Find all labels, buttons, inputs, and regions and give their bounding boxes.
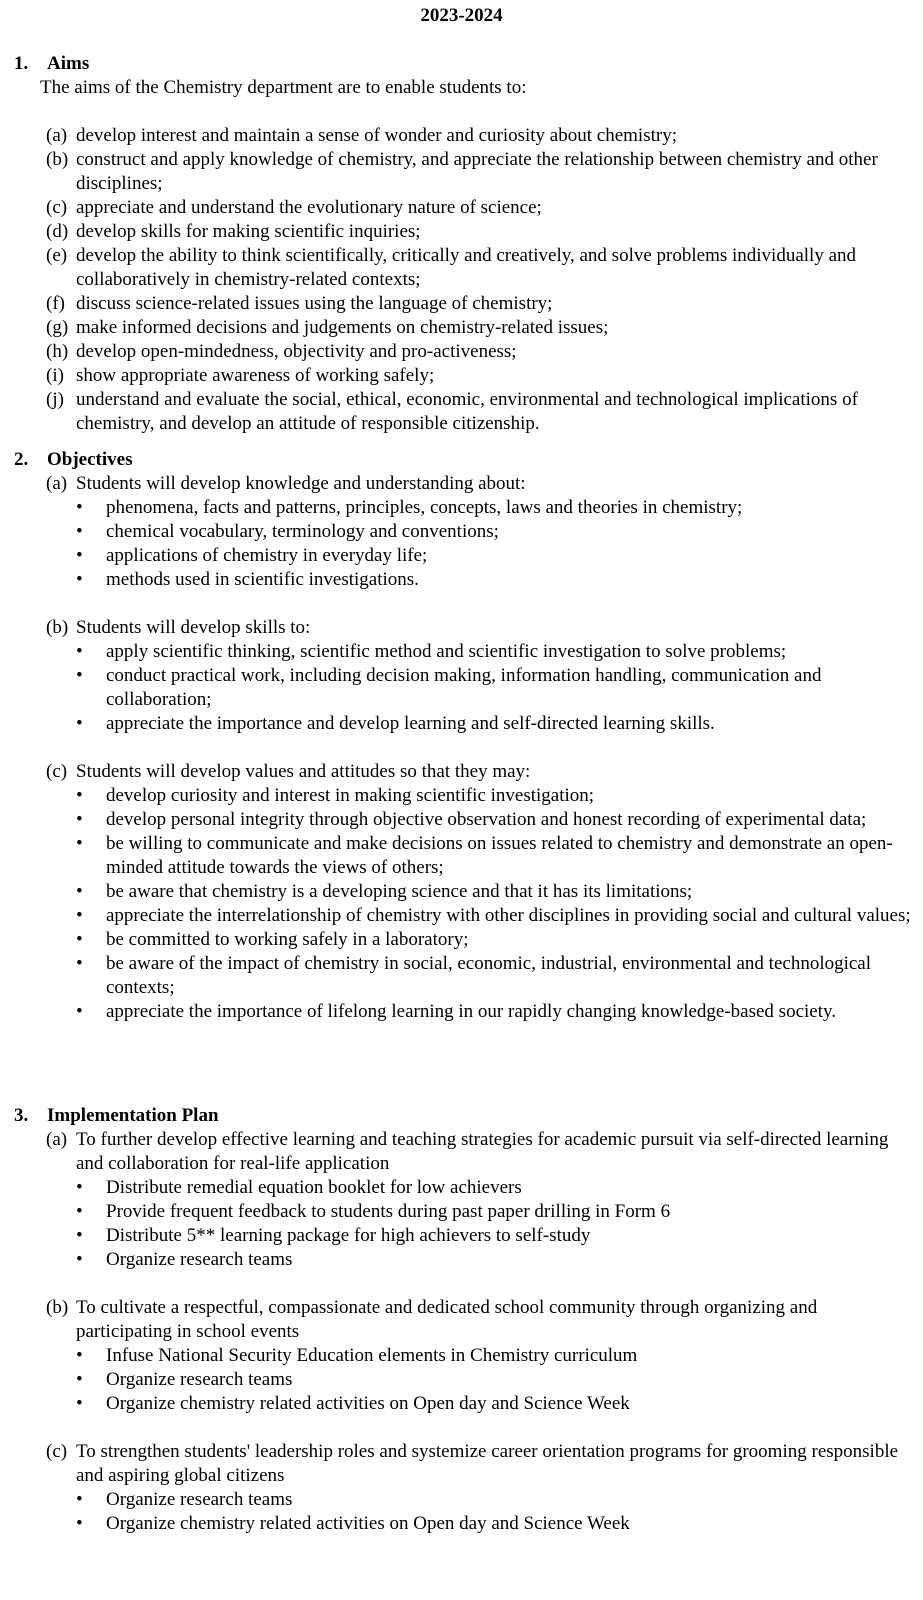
bullet-icon: • xyxy=(76,1393,83,1414)
implementation-bullet-text: Organize research teams xyxy=(106,1369,293,1390)
objective-bullet-text: apply scientific thinking, scientific method and scientific investigation to solve problems; xyxy=(106,641,787,662)
implementation-group-marker: (c) xyxy=(46,1441,68,1462)
objective-group-marker: (b) xyxy=(46,617,69,638)
bullet-icon: • xyxy=(76,809,83,830)
aim-marker: (c) xyxy=(46,197,68,218)
objective-bullet-text: methods used in scientific investigations. xyxy=(106,569,419,590)
objectives-groups xyxy=(14,472,914,1024)
aim-text: understand and evaluate the social, ethical, economic, environmental and technological implications of chemistry, and develop an attitude of responsible citizenship. xyxy=(76,389,858,434)
implementation-bullet-text: Organize chemistry related activities on Open day and Science Week xyxy=(106,1393,630,1414)
aim-marker: (i) xyxy=(46,365,64,386)
implementation-bullet-list xyxy=(14,1344,914,1416)
objective-group-lead xyxy=(14,472,914,496)
implementation-group-marker: (b) xyxy=(46,1297,69,1318)
implementation-bullet-text: Organize research teams xyxy=(106,1249,293,1270)
aim-marker: (e) xyxy=(46,245,68,266)
aims-number: 1. xyxy=(14,53,29,74)
implementation-bullet-item xyxy=(14,1200,914,1224)
aim-item xyxy=(14,316,914,340)
aim-text: make informed decisions and judgements on chemistry-related issues; xyxy=(76,317,609,338)
objective-bullet-text: develop personal integrity through objective observation and honest recording of experimental data; xyxy=(106,809,867,830)
implementation-group-lead xyxy=(14,1440,914,1488)
bullet-icon: • xyxy=(76,1489,83,1510)
objective-bullet-list xyxy=(14,784,914,1024)
aims-list xyxy=(14,124,914,436)
aims-intro: The aims of the Chemistry department are to enable students to: xyxy=(40,77,527,98)
objective-group xyxy=(14,472,914,616)
objective-bullet-text: be willing to communicate and make decisions on issues related to chemistry and demonstrate an open-minded attitude towards the views of others; xyxy=(106,833,893,878)
objective-bullet-item xyxy=(14,952,914,1000)
bullet-icon: • xyxy=(76,569,83,590)
objective-group-marker: (a) xyxy=(46,473,68,494)
aim-item xyxy=(14,196,914,220)
objective-bullet-item xyxy=(14,928,914,952)
bullet-icon: • xyxy=(76,929,83,950)
implementation-bullet-text: Distribute 5** learning package for high achievers to self-study xyxy=(106,1225,591,1246)
implementation-heading xyxy=(14,1104,914,1128)
implementation-bullet-item xyxy=(14,1488,914,1512)
implementation-bullet-list xyxy=(14,1488,914,1536)
implementation-group xyxy=(14,1296,914,1440)
aim-marker: (a) xyxy=(46,125,68,146)
objective-bullet-item xyxy=(14,568,914,592)
objective-bullet-item xyxy=(14,520,914,544)
bullet-icon: • xyxy=(76,1513,83,1534)
implementation-bullet-item xyxy=(14,1368,914,1392)
objectives-number: 2. xyxy=(14,449,29,470)
implementation-group-lead-text: To further develop effective learning and teaching strategies for academic pursuit via self-directed learning and collaboration for real-life application xyxy=(76,1129,889,1174)
bullet-icon: • xyxy=(76,1345,83,1366)
bullet-icon: • xyxy=(76,953,83,974)
objective-group-lead xyxy=(14,616,914,640)
aim-marker: (h) xyxy=(46,341,69,362)
objective-bullet-text: appreciate the interrelationship of chemistry with other disciplines in providing social and cultural values; xyxy=(106,905,911,926)
bullet-icon: • xyxy=(76,521,83,542)
implementation-group-lead-text: To cultivate a respectful, compassionate and dedicated school community through organizing and participating in school events xyxy=(76,1297,818,1342)
bullet-icon: • xyxy=(76,1177,83,1198)
aims-section xyxy=(14,52,914,436)
bullet-icon: • xyxy=(76,497,83,518)
implementation-group xyxy=(14,1128,914,1296)
aim-item xyxy=(14,292,914,316)
objective-bullet-item xyxy=(14,544,914,568)
aims-heading-text: Aims xyxy=(47,53,90,74)
bullet-icon: • xyxy=(76,665,83,686)
objective-bullet-item xyxy=(14,640,914,664)
implementation-group-marker: (a) xyxy=(46,1129,68,1150)
objective-bullet-item xyxy=(14,784,914,808)
aim-marker: (g) xyxy=(46,317,69,338)
aim-marker: (b) xyxy=(46,149,69,170)
implementation-group-lead xyxy=(14,1296,914,1344)
bullet-icon: • xyxy=(76,1201,83,1222)
implementation-bullet-item xyxy=(14,1176,914,1200)
implementation-group-lead-text: To strengthen students' leadership roles and systemize career orientation programs for grooming responsible and aspiring global citizens xyxy=(76,1441,899,1486)
aim-text: construct and apply knowledge of chemistry, and appreciate the relationship between chemistry and other disciplines; xyxy=(76,149,878,194)
objective-bullet-list xyxy=(14,496,914,592)
objective-group-lead-text: Students will develop values and attitudes so that they may: xyxy=(76,761,531,782)
objective-bullet-text: be aware of the impact of chemistry in social, economic, industrial, environmental and technological contexts; xyxy=(106,953,872,998)
aim-marker: (d) xyxy=(46,221,69,242)
implementation-bullet-item xyxy=(14,1248,914,1272)
aim-text: develop open-mindedness, objectivity and pro-activeness; xyxy=(76,341,517,362)
objective-bullet-text: chemical vocabulary, terminology and conventions; xyxy=(106,521,499,542)
implementation-groups xyxy=(14,1128,914,1536)
bullet-icon: • xyxy=(76,881,83,902)
objective-bullet-text: be committed to working safely in a laboratory; xyxy=(106,929,469,950)
implementation-section xyxy=(14,1104,914,1536)
bullet-icon: • xyxy=(76,545,83,566)
objective-group-lead-text: Students will develop knowledge and understanding about: xyxy=(76,473,526,494)
implementation-heading-text: Implementation Plan xyxy=(47,1105,219,1126)
objective-bullet-item xyxy=(14,880,914,904)
objective-group xyxy=(14,760,914,1024)
objectives-section xyxy=(14,448,914,1024)
bullet-icon: • xyxy=(76,1001,83,1022)
bullet-icon: • xyxy=(76,905,83,926)
objective-bullet-item xyxy=(14,832,914,880)
implementation-bullet-item xyxy=(14,1224,914,1248)
aim-item xyxy=(14,148,914,196)
bullet-icon: • xyxy=(76,833,83,854)
aim-text: develop interest and maintain a sense of wonder and curiosity about chemistry; xyxy=(76,125,677,146)
bullet-icon: • xyxy=(76,713,83,734)
implementation-bullet-text: Organize research teams xyxy=(106,1489,293,1510)
objective-group-lead-text: Students will develop skills to: xyxy=(76,617,311,638)
objective-bullet-item xyxy=(14,808,914,832)
implementation-group-lead xyxy=(14,1128,914,1176)
objective-bullet-text: develop curiosity and interest in making scientific investigation; xyxy=(106,785,595,806)
aim-text: develop the ability to think scientifically, critically and creatively, and solve problems individually and collaboratively in chemistry-related contexts; xyxy=(76,245,857,290)
aim-marker: (f) xyxy=(46,293,65,314)
objective-group-lead xyxy=(14,760,914,784)
objective-bullet-item xyxy=(14,904,914,928)
bullet-icon: • xyxy=(76,785,83,806)
implementation-group xyxy=(14,1440,914,1536)
document-year-title: 2023-2024 xyxy=(420,5,503,26)
aim-item xyxy=(14,220,914,244)
objective-bullet-text: phenomena, facts and patterns, principles, concepts, laws and theories in chemistry; xyxy=(106,497,743,518)
implementation-bullet-item xyxy=(14,1344,914,1368)
aim-text: discuss science-related issues using the language of chemistry; xyxy=(76,293,553,314)
implementation-bullet-list xyxy=(14,1176,914,1272)
bullet-icon: • xyxy=(76,1369,83,1390)
aim-item xyxy=(14,364,914,388)
objective-group-marker: (c) xyxy=(46,761,68,782)
implementation-bullet-text: Organize chemistry related activities on Open day and Science Week xyxy=(106,1513,630,1534)
objective-group xyxy=(14,616,914,760)
aim-item xyxy=(14,244,914,292)
objective-bullet-text: appreciate the importance of lifelong learning in our rapidly changing knowledge-based society. xyxy=(106,1001,837,1022)
objective-bullet-list xyxy=(14,640,914,736)
bullet-icon: • xyxy=(76,641,83,662)
implementation-bullet-text: Provide frequent feedback to students during past paper drilling in Form 6 xyxy=(106,1201,671,1222)
objective-bullet-item xyxy=(14,664,914,712)
objective-bullet-item xyxy=(14,712,914,736)
aims-heading xyxy=(14,52,914,76)
objective-bullet-text: be aware that chemistry is a developing science and that it has its limitations; xyxy=(106,881,693,902)
objectives-heading xyxy=(14,448,914,472)
aim-text: show appropriate awareness of working safely; xyxy=(76,365,435,386)
implementation-bullet-text: Infuse National Security Education elements in Chemistry curriculum xyxy=(106,1345,638,1366)
aim-item xyxy=(14,388,914,436)
bullet-icon: • xyxy=(76,1225,83,1246)
aim-item xyxy=(14,340,914,364)
aim-marker: (j) xyxy=(46,389,64,410)
objective-bullet-text: appreciate the importance and develop learning and self-directed learning skills. xyxy=(106,713,715,734)
objectives-heading-text: Objectives xyxy=(47,449,133,470)
aim-item xyxy=(14,124,914,148)
implementation-bullet-item xyxy=(14,1512,914,1536)
objective-bullet-text: applications of chemistry in everyday life; xyxy=(106,545,428,566)
implementation-bullet-text: Distribute remedial equation booklet for low achievers xyxy=(106,1177,522,1198)
aim-text: develop skills for making scientific inquiries; xyxy=(76,221,421,242)
implementation-bullet-item xyxy=(14,1392,914,1416)
objective-bullet-text: conduct practical work, including decision making, information handling, communication and collaboration; xyxy=(106,665,822,710)
objective-bullet-item xyxy=(14,496,914,520)
objective-bullet-item xyxy=(14,1000,914,1024)
implementation-number: 3. xyxy=(14,1105,29,1126)
bullet-icon: • xyxy=(76,1249,83,1270)
aim-text: appreciate and understand the evolutionary nature of science; xyxy=(76,197,542,218)
